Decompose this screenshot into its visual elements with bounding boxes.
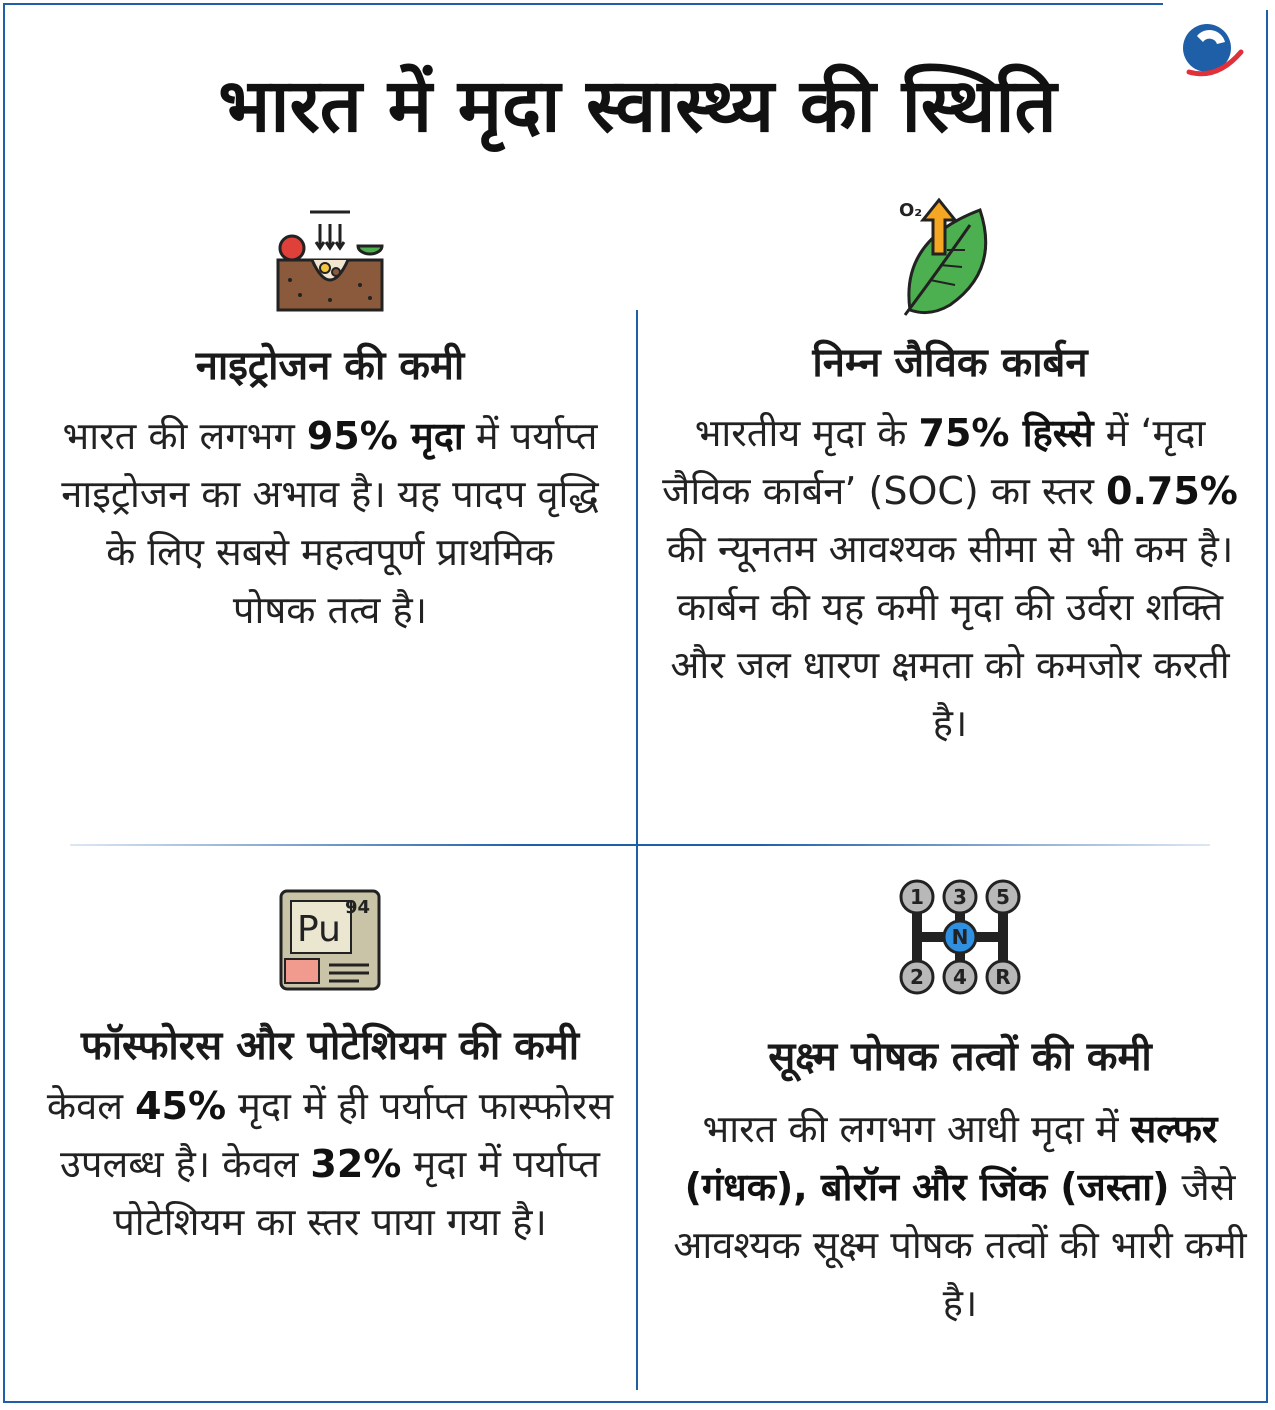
card-body: भारतीय मृदा के 75% हिस्से में ‘मृदा जैविक कार्बन’ (SOC) का स्तर 0.75% की न्यूनतम आवश्यक सीमा से भी कम है। कार्बन की यह कमी मृदा की उर्वरा शक्ति और जल धारण क्षमता को कमजोर करती है। [662,411,1238,745]
gear-label: 4 [953,965,967,989]
card-body: भारत की लगभग 95% मृदा में पर्याप्त नाइट्रोजन का अभाव है। यह पादप वृद्धि के लिए सबसे महत्वपूर्ण प्राथमिक पोषक तत्व है। [61,414,599,632]
gear-shift-icon [895,875,1025,1000]
element-symbol: Pu [297,909,341,950]
gear-label: R [995,965,1011,989]
card-body: भारत की लगभग आधी मृदा में सल्फर (गंधक), बोरॉन और जिंक (जस्ता) जैसे आवश्यक सूक्ष्म पोषक तत्वों की भारी कमी है। [673,1107,1247,1325]
gear-label: 1 [910,885,924,909]
card-phosphorus-potassium [40,885,620,1251]
leaf-oxygen-icon [885,190,1015,320]
gear-label: 5 [996,885,1010,909]
element-number: 94 [345,897,371,918]
page-title: भारत में मृदा स्वास्थ्य की स्थिति [218,63,1057,149]
card-nitrogen [60,200,600,639]
gear-label: 3 [953,885,967,909]
gear-label: 2 [910,965,924,989]
card-body: केवल 45% मृदा में ही पर्याप्त फास्फोरस उपलब्ध है। केवल 32% मृदा में पर्याप्त पोटेशियम का स्तर पाया गया है। [46,1084,614,1244]
vertical-divider [636,310,638,1390]
card-heading: फॉस्फोरस और पोटेशियम की कमी [80,1023,580,1069]
horizontal-divider [70,844,1210,846]
oxygen-label: O₂ [899,200,923,221]
card-heading: सूक्ष्म पोषक तत्वों की कमी [768,1034,1152,1080]
gear-label: N [951,925,969,949]
card-organic-carbon [650,190,1250,752]
card-heading: नाइट्रोजन की कमी [195,343,465,389]
soil-compost-icon [270,200,390,315]
card-heading: निम्न जैविक कार्बन [812,340,1088,386]
card-micronutrients [660,875,1260,1332]
periodic-element-icon [275,885,385,995]
